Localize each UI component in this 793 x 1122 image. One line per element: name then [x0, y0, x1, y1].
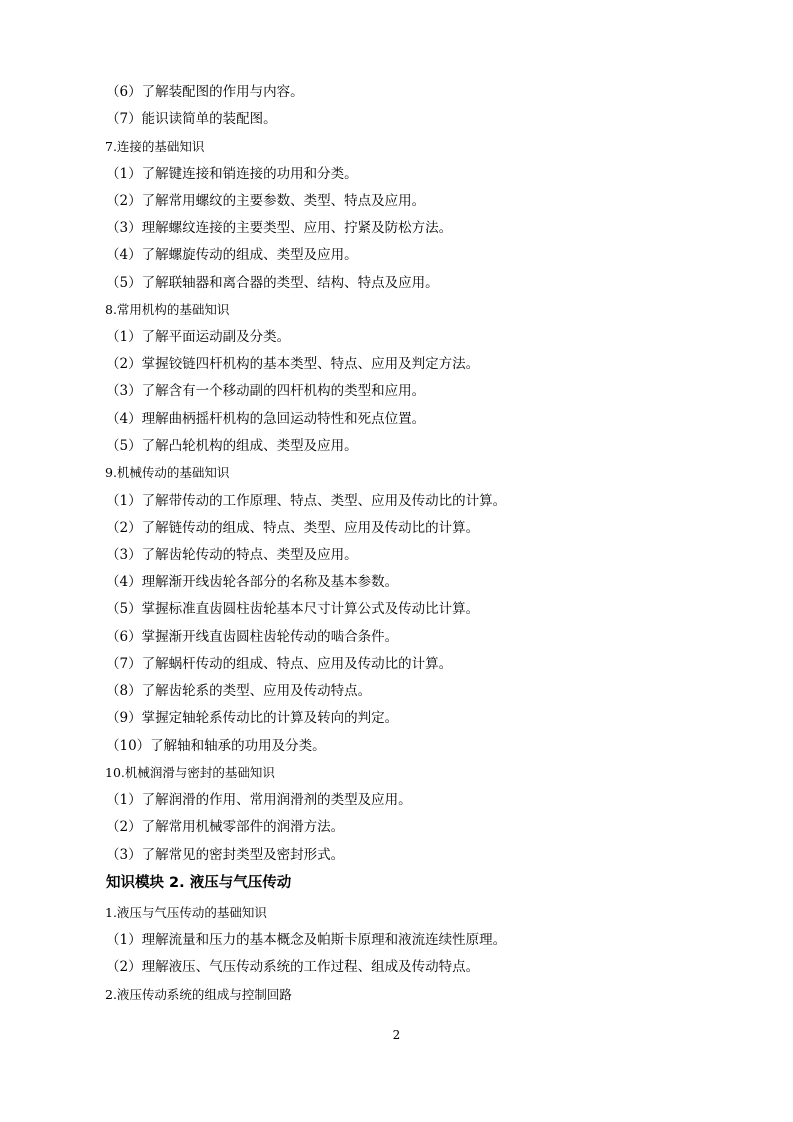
section-heading: 1.液压与气压传动的基础知识: [105, 905, 267, 920]
item-line: （4）理解渐开线齿轮各部分的名称及基本参数。: [106, 574, 399, 590]
item-line: （4）理解曲柄摇杆机构的急回运动特性和死点位置。: [106, 411, 426, 427]
item-line: （1）了解键连接和销连接的功用和分类。: [106, 166, 358, 182]
section-heading: 10.机械润滑与密封的基础知识: [105, 765, 275, 780]
item-line: （2）了解链传动的组成、特点、类型、应用及传动比的计算。: [106, 520, 480, 536]
item-line: （10）了解轴和轴承的功用及分类。: [106, 738, 326, 754]
item-line: （5）了解联轴器和离合器的类型、结构、特点及应用。: [106, 275, 439, 291]
section-heading: 9.机械传动的基础知识: [105, 465, 230, 480]
section-heading: 8.常用机构的基础知识: [105, 302, 230, 317]
item-line: （3）了解含有一个移动副的四杆机构的类型和应用。: [106, 383, 426, 399]
item-line: （3）了解齿轮传动的特点、类型及应用。: [106, 547, 358, 563]
item-line: （2）掌握铰链四杆机构的基本类型、特点、应用及判定方法。: [106, 356, 480, 372]
item-line: （2）了解常用螺纹的主要参数、类型、特点及应用。: [106, 193, 426, 209]
item-line: （9）掌握定轴轮系传动比的计算及转向的判定。: [106, 710, 399, 726]
item-line: （2）了解常用机械零部件的润滑方法。: [106, 819, 345, 835]
item-line: （2）理解液压、气压传动系统的工作过程、组成及传动特点。: [106, 959, 480, 975]
item-line: （7）能识读简单的装配图。: [106, 111, 277, 127]
item-line: （6）掌握渐开线直齿圆柱齿轮传动的啮合条件。: [106, 629, 399, 645]
item-line: （1）了解带传动的工作原理、特点、类型、应用及传动比的计算。: [106, 493, 507, 509]
item-line: （6）了解装配图的作用与内容。: [106, 84, 304, 100]
item-line: （8）了解齿轮系的类型、应用及传动特点。: [106, 683, 372, 699]
item-line: （7）了解蜗杆传动的组成、特点、应用及传动比的计算。: [106, 656, 453, 672]
item-line: （3）了解常见的密封类型及密封形式。: [106, 847, 345, 863]
section-heading: 2.液压传动系统的组成与控制回路: [105, 987, 292, 1002]
item-line: （1）理解流量和压力的基本概念及帕斯卡原理和液流连续性原理。: [106, 932, 507, 948]
item-line: （3）理解螺纹连接的主要类型、应用、拧紧及防松方法。: [106, 220, 453, 236]
page-number: 2: [392, 1028, 401, 1042]
item-line: （5）掌握标准直齿圆柱齿轮基本尺寸计算公式及传动比计算。: [106, 601, 480, 617]
section-heading: 7.连接的基础知识: [105, 139, 205, 154]
item-line: （4）了解螺旋传动的组成、类型及应用。: [106, 247, 358, 263]
item-line: （5）了解凸轮机构的组成、类型及应用。: [106, 438, 358, 454]
item-line: （1）了解润滑的作用、常用润滑剂的类型及应用。: [106, 792, 412, 808]
module-heading: 知识模块 2. 液压与气压传动: [106, 875, 292, 891]
item-line: （1）了解平面运动副及分类。: [106, 329, 291, 345]
